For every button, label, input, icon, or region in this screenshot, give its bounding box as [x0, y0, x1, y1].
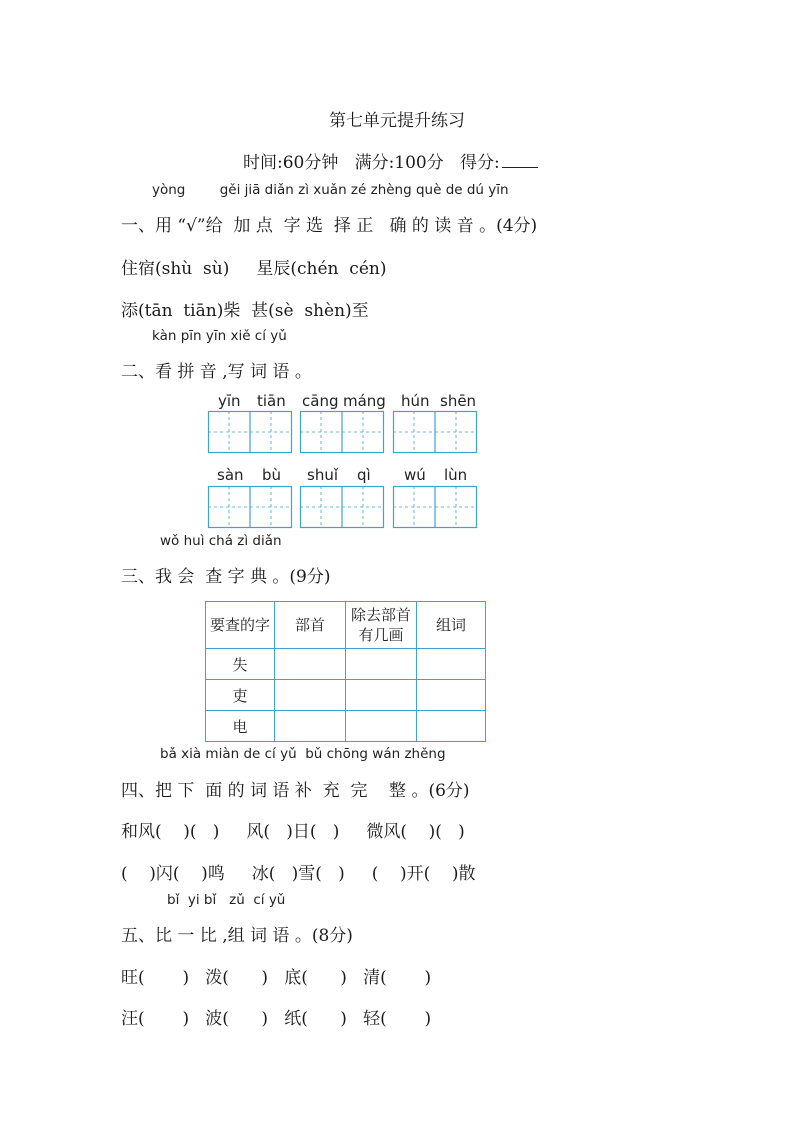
- table-cell-blank[interactable]: [346, 680, 417, 711]
- writing-grid[interactable]: [393, 411, 477, 453]
- grid-pinyin: shēn: [440, 392, 477, 410]
- writing-grid[interactable]: [208, 486, 292, 528]
- table-header-row: [206, 602, 486, 649]
- q4-item: ( )闪( )鸣 冰( )雪( ) ( )开( )散: [121, 864, 476, 884]
- dictionary-table: [205, 601, 486, 742]
- grid-pinyin: cāng: [302, 392, 339, 410]
- exam-meta: [243, 148, 538, 173]
- time-limit: 时间:60分钟: [243, 153, 339, 173]
- table-cell-blank[interactable]: [417, 711, 486, 742]
- table-cell-char: 电: [206, 711, 275, 742]
- score-label: 得分:: [459, 153, 500, 173]
- q2-heading: 二、看 拼 音 ,写 词 语 。: [121, 362, 312, 382]
- table-cell-blank[interactable]: [275, 711, 346, 742]
- grid-pinyin: yīn: [218, 392, 241, 410]
- grid-pinyin: wú: [404, 466, 426, 484]
- writing-grid[interactable]: [300, 411, 384, 453]
- full-score: 满分:100分: [354, 153, 444, 173]
- table-row: [206, 680, 486, 711]
- grid-pinyin: lùn: [444, 466, 468, 484]
- grid-pinyin: máng: [343, 392, 386, 410]
- table-cell-blank[interactable]: [346, 711, 417, 742]
- q5-pinyin: bǐ yi bǐ zǔ cí yǔ: [167, 892, 286, 908]
- q1-heading: 一、用 “√”给 加 点 字 选 择 正 确 的 读 音 。(4分): [121, 216, 538, 236]
- grid-pinyin: shuǐ: [307, 466, 338, 484]
- table-cell-blank[interactable]: [346, 649, 417, 680]
- grid-pinyin: bù: [262, 466, 282, 484]
- table-header: 要查的字: [206, 602, 275, 649]
- q5-heading: 五、比 一 比 ,组 词 语 。(8分): [121, 926, 353, 946]
- q4-heading: 四、把 下 面 的 词 语 补 充 完 整 。(6分): [121, 781, 470, 801]
- grid-pinyin: sàn: [217, 466, 244, 484]
- q1-item: 住宿(shù sù) 星辰(chén cén): [121, 259, 387, 279]
- q2-pinyin: kàn pīn yīn xiě cí yǔ: [152, 328, 287, 344]
- table-header: 组词: [417, 602, 486, 649]
- q4-item: 和风( )( ) 风( )日( ) 微风( )( ): [121, 822, 465, 842]
- score-blank[interactable]: [502, 153, 538, 168]
- grid-pinyin: tiān: [257, 392, 286, 410]
- table-header: 除去部首 有几画: [346, 602, 417, 649]
- grid-pinyin: qì: [357, 466, 371, 484]
- q3-heading: 三、我 会 查 字 典 。(9分): [121, 567, 331, 587]
- table-cell-char: 失: [206, 649, 275, 680]
- q1-pinyin: yòng gěi jiā diǎn zì xuǎn zé zhèng què de dú yīn: [152, 182, 509, 198]
- q1-item: 添(tān tiān)柴 甚(sè shèn)至: [121, 301, 369, 321]
- table-cell-blank[interactable]: [275, 649, 346, 680]
- table-row: [206, 649, 486, 680]
- table-cell-blank[interactable]: [275, 680, 346, 711]
- writing-grid[interactable]: [393, 486, 477, 528]
- page-title: 第七单元提升练习: [329, 111, 465, 131]
- q3-pinyin: wǒ huì chá zì diǎn: [160, 533, 282, 549]
- writing-grid[interactable]: [300, 486, 384, 528]
- grid-pinyin: hún: [401, 392, 430, 410]
- table-cell-blank[interactable]: [417, 680, 486, 711]
- table-cell-char: 吏: [206, 680, 275, 711]
- table-header: 部首: [275, 602, 346, 649]
- writing-grid[interactable]: [208, 411, 292, 453]
- table-row: [206, 711, 486, 742]
- q5-item: 汪( ) 波( ) 纸( ) 轻( ): [121, 1009, 432, 1029]
- q5-item: 旺( ) 泼( ) 底( ) 清( ): [121, 968, 432, 988]
- table-cell-blank[interactable]: [417, 649, 486, 680]
- q4-pinyin: bǎ xià miàn de cí yǔ bǔ chōng wán zhěng: [160, 746, 446, 762]
